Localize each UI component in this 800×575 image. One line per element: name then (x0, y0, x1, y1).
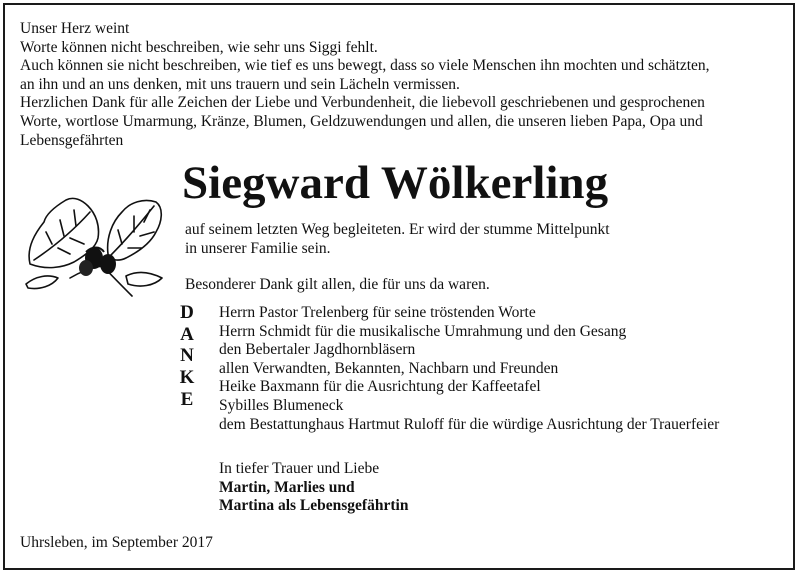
special-thanks: Besonderer Dank gilt allen, die für uns da waren. (185, 276, 490, 293)
list-item: allen Verwandten, Bekannten, Nachbarn und Freunden (219, 359, 559, 377)
intro-line: Worte, wortlose Umarmung, Kränze, Blumen, Geldzuwendungen und allen, die unseren lieben Papa, Opa und (20, 112, 703, 130)
danke-letter: E (180, 388, 194, 410)
after-name-line: in unserer Familie sein. (185, 239, 331, 257)
intro-line: an ihn und an uns denken, mit uns trauern und sein Lächeln vermissen. (20, 75, 460, 93)
after-name-line: auf seinem letzten Weg begleiteten. Er wird der stumme Mittelpunkt (185, 221, 610, 238)
danke-letter: N (180, 345, 194, 367)
signature-block (219, 460, 408, 516)
list-item: Sybilles Blumeneck (219, 396, 344, 414)
thanks-list (219, 304, 719, 434)
deceased-name: Siegward Wölkerling (182, 157, 609, 209)
intro-line: Worte können nicht beschreiben, wie sehr uns Siggi fehlt. (20, 38, 378, 56)
danke-letter: D (180, 302, 194, 323)
signature-names: Martina als Lebensgefährtin (219, 497, 409, 515)
intro-line: Auch können sie nicht beschreiben, wie tief es uns bewegt, dass so viele Menschen ihn mochten und schätzten, (20, 57, 710, 75)
after-name-text (185, 221, 610, 258)
intro-line: Herzlichen Dank für alle Zeichen der Liebe und Verbundenheit, die liebevoll geschriebenen und gesprochenen (20, 94, 705, 112)
danke-vertical (176, 302, 198, 410)
list-item: Herrn Pastor Trelenberg für seine tröstenden Worte (219, 304, 536, 321)
signature-intro: In tiefer Trauer und Liebe (219, 460, 380, 477)
list-item: Heike Baxmann für die Ausrichtung der Kaffeetafel (219, 378, 541, 396)
signature-names: Martin, Marlies und (219, 478, 355, 496)
list-item: Herrn Schmidt für die musikalische Umrahmung und den Gesang (219, 322, 627, 340)
danke-letter: A (180, 323, 194, 345)
intro-line: Lebensgefährten (20, 131, 124, 149)
place-date: Uhrsleben, im September 2017 (20, 534, 213, 551)
intro-text (20, 20, 780, 150)
list-item: den Bebertaler Jagdhornbläsern (219, 341, 416, 359)
oak-leaves-icon (22, 192, 167, 300)
list-item: dem Bestattunghaus Hartmut Ruloff für die würdige Ausrichtung der Trauerfeier (219, 415, 720, 433)
intro-line: Unser Herz weint (20, 20, 130, 37)
danke-letter: K (179, 367, 195, 389)
